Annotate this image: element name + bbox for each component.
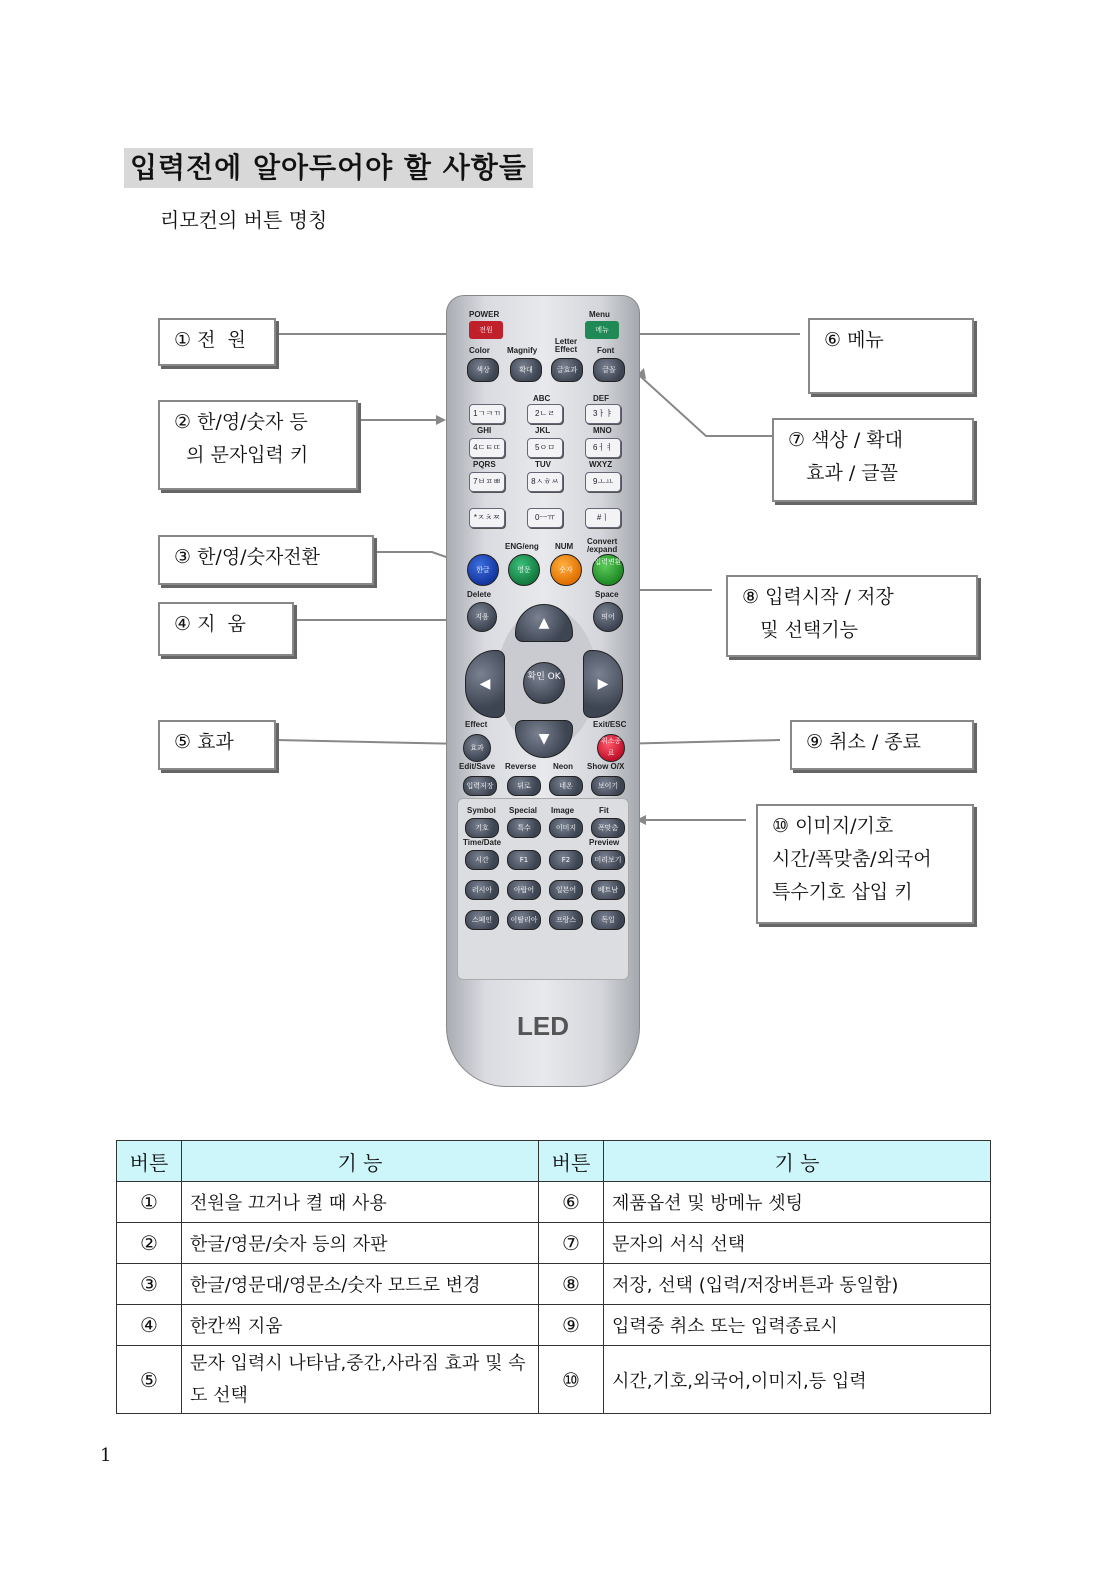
lang-vietnamese-button[interactable]: 베트남: [591, 880, 625, 900]
reverse-button[interactable]: 뒤로: [507, 776, 541, 796]
right-button[interactable]: ▶: [583, 650, 623, 718]
english-button[interactable]: 영문: [508, 554, 540, 586]
magnify-label: Magnify: [507, 346, 538, 355]
function-table: [116, 1140, 991, 1414]
lang-german-button[interactable]: 독일: [591, 910, 625, 930]
special-label: Special: [509, 806, 538, 815]
hangul-button[interactable]: 한글: [467, 554, 499, 586]
eng-label: ENG/eng: [505, 542, 539, 551]
neon-label: Neon: [553, 762, 573, 771]
abc-label: ABC: [533, 394, 551, 403]
special-button[interactable]: 특수: [507, 818, 541, 838]
table-row: ④ 한칸씩 지움 ⑨ 입력중 취소 또는 입력종료시: [117, 1305, 991, 1346]
time-button[interactable]: 시간: [465, 850, 499, 870]
page-subtitle: 리모컨의 버튼 명칭: [160, 208, 328, 232]
pqrs-label: PQRS: [473, 460, 496, 469]
show-label: Show O/X: [587, 762, 625, 771]
font-button[interactable]: 글꼴: [593, 358, 625, 382]
effect-label: Effect: [465, 720, 488, 729]
line-exit: [616, 740, 780, 744]
up-button[interactable]: ▲: [515, 604, 573, 642]
neon-button[interactable]: 네온: [549, 776, 583, 796]
lang-arabic-button[interactable]: 아랍어: [507, 880, 541, 900]
lang-french-button[interactable]: 프랑스: [549, 910, 583, 930]
lang-italian-button[interactable]: 이탈리아: [507, 910, 541, 930]
left-button[interactable]: ◀: [465, 650, 505, 718]
callout-effect: ⑤ 효과: [158, 720, 276, 770]
color-label: Color: [469, 346, 490, 355]
lang-japanese-button[interactable]: 일본어: [549, 880, 583, 900]
header-button-2: 버튼: [539, 1141, 604, 1182]
table-header: [117, 1141, 991, 1182]
page-number: 1: [100, 1445, 112, 1466]
key-5[interactable]: 5ㅇㅁ: [527, 438, 563, 458]
ok-button[interactable]: 확인 OK: [523, 662, 565, 704]
callout-exit: ⑨ 취소 / 종료: [790, 720, 974, 770]
menu-label: Menu: [589, 310, 610, 319]
callout-keypad: ② 한/영/숫자 등 의 문자입력 키: [158, 400, 358, 490]
symbol-label: Symbol: [467, 806, 496, 815]
key-2[interactable]: 2ㄴㄹ: [527, 404, 563, 424]
lang-spanish-button[interactable]: 스페인: [465, 910, 499, 930]
convert-label: Convert /expand: [587, 537, 618, 554]
exit-button[interactable]: 취소종료: [597, 734, 625, 762]
callout-menu: ⑥ 메뉴: [808, 318, 974, 394]
brand-logo: LED: [517, 1011, 569, 1041]
color-button[interactable]: 색상: [467, 358, 499, 382]
font-label: Font: [597, 346, 615, 355]
callout-color: ⑦ 색상 / 확대 효과 / 글꼴: [772, 418, 974, 502]
mno-label: MNO: [593, 426, 612, 435]
table-row: ⑤ 문자 입력시 나타남,중간,사라짐 효과 및 속도 선택 ⑩ 시간,기호,외국어,이미지,등 입력: [117, 1346, 991, 1414]
callout-delete: ④ 지 움: [158, 602, 294, 656]
header-button: 버튼: [117, 1141, 182, 1182]
f2-button[interactable]: F2: [549, 850, 583, 870]
space-label: Space: [595, 590, 619, 599]
space-button[interactable]: 띄어: [593, 602, 623, 632]
preview-button[interactable]: 미리보기: [591, 850, 625, 870]
header-function: 기 능: [182, 1141, 539, 1182]
lang-russian-button[interactable]: 러시아: [465, 880, 499, 900]
num-label: NUM: [555, 542, 574, 551]
jkl-label: JKL: [535, 426, 551, 435]
show-button[interactable]: 보이기: [591, 776, 625, 796]
fit-button[interactable]: 폭맞춤: [591, 818, 625, 838]
delete-button[interactable]: 지움: [467, 602, 497, 632]
callout-ok: ⑧ 입력시작 / 저장 및 선택기능: [726, 575, 978, 657]
menu-button[interactable]: 메뉴: [585, 321, 619, 339]
delete-label: Delete: [467, 590, 492, 599]
callout-mode: ③ 한/영/숫자전환: [158, 535, 374, 585]
key-star[interactable]: *ㅈㅊㅉ: [469, 508, 505, 528]
ghi-label: GHI: [477, 426, 492, 435]
letter-effect-label: Letter Effect: [554, 337, 578, 354]
effect-button[interactable]: 글효과: [551, 358, 583, 382]
symbol-button[interactable]: 기호: [465, 818, 499, 838]
down-button[interactable]: ▼: [515, 720, 573, 758]
wxyz-label: WXYZ: [589, 460, 613, 469]
magnify-button[interactable]: 확대: [510, 358, 542, 382]
number-button[interactable]: 숫자: [550, 554, 582, 586]
key-hash[interactable]: #ㅣ: [585, 508, 621, 528]
convert-button[interactable]: 입력변환: [592, 554, 624, 586]
key-6[interactable]: 6ㅓㅕ: [585, 438, 621, 458]
timedate-label: Time/Date: [463, 838, 502, 847]
power-button[interactable]: 전원: [469, 321, 503, 339]
key-3[interactable]: 3ㅏㅑ: [585, 404, 621, 424]
f1-button[interactable]: F1: [507, 850, 541, 870]
exit-label: Exit/ESC: [593, 720, 627, 729]
preview-label: Preview: [589, 838, 620, 847]
image-button[interactable]: 이미지: [549, 818, 583, 838]
table-row: ② 한글/영문/숫자 등의 자판 ⑦ 문자의 서식 선택: [117, 1223, 991, 1264]
callout-power: ① 전 원: [158, 318, 276, 366]
table-row: ① 전원을 끄거나 켤 때 사용 ⑥ 제품옵션 및 방메뉴 셋팅: [117, 1182, 991, 1223]
page-title: 입력전에 알아두어야 할 사항들: [124, 148, 533, 188]
key-0[interactable]: 0ㅡㅠ: [527, 508, 563, 528]
line-color: [640, 376, 772, 436]
key-4[interactable]: 4ㄷㅌㄸ: [469, 438, 505, 458]
edit-label: Edit/Save: [459, 762, 496, 771]
key-8[interactable]: 8ㅅㅎㅆ: [527, 472, 563, 492]
header-function-2: 기 능: [604, 1141, 991, 1182]
power-label: POWER: [469, 310, 500, 319]
key-7[interactable]: 7ㅂㅍㅃ: [469, 472, 505, 492]
table-row: ③ 한글/영문대/영문소/숫자 모드로 변경 ⑧ 저장, 선택 (입력/저장버튼과 동일함): [117, 1264, 991, 1305]
remote-control: [446, 295, 640, 1087]
image-label: Image: [551, 806, 575, 815]
key-9[interactable]: 9ㅗㅛ: [585, 472, 621, 492]
key-1[interactable]: 1ㄱㅋㄲ: [469, 404, 505, 424]
callout-symbol: ⑩ 이미지/기호 시간/폭맞춤/외국어 특수기호 삽입 키: [756, 804, 974, 924]
fit-label: Fit: [599, 806, 609, 815]
effect-key[interactable]: 효과: [463, 734, 491, 762]
tuv-label: TUV: [535, 460, 551, 469]
def-label: DEF: [593, 394, 609, 403]
reverse-label: Reverse: [505, 762, 537, 771]
edit-save-button[interactable]: 입력저장: [463, 776, 497, 796]
line-effect: [276, 740, 466, 744]
